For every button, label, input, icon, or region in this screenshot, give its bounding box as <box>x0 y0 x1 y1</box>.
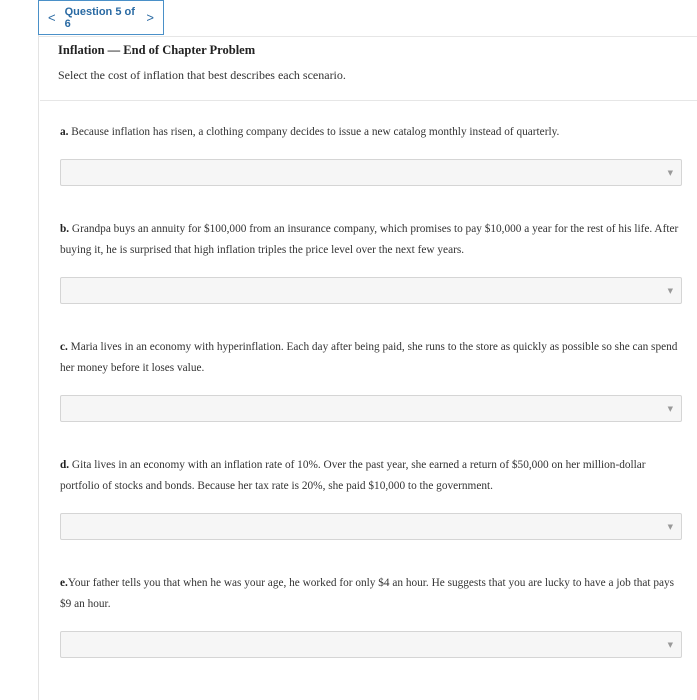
question-e-text <box>60 573 680 615</box>
answer-dropdown-c[interactable] <box>60 395 682 422</box>
chevron-down-icon: ▼ <box>667 641 673 649</box>
question-e-body: Your father tells you that when he was your age, he worked for only $4 an hour. He suggests that you are lucky to have a job that pays $9 an hour. <box>60 577 675 610</box>
question-a-text <box>60 122 680 143</box>
question-b-letter: b. <box>60 223 70 235</box>
question-d-letter: d. <box>60 459 70 471</box>
answer-dropdown-d[interactable] <box>60 513 682 540</box>
chevron-down-icon: ▼ <box>667 287 673 295</box>
question-e-letter: e. <box>60 577 68 589</box>
next-question-icon[interactable]: > <box>146 10 154 25</box>
question-navigator <box>38 0 164 35</box>
question-counter: Question 5 of 6 <box>64 5 135 30</box>
problem-instruction: Select the cost of inflation that best describes each scenario. <box>58 68 346 82</box>
question-c-body: Maria lives in an economy with hyperinflation. Each day after being paid, she runs to the store as quickly as possible so she can spend her money before it loses value. <box>60 341 678 374</box>
top-nav-bar <box>38 0 697 37</box>
problem-title: Inflation — End of Chapter Problem <box>58 43 256 57</box>
question-c-text <box>60 337 680 379</box>
answer-dropdown-a[interactable] <box>60 159 682 186</box>
answer-dropdown-b[interactable] <box>60 277 682 304</box>
answer-dropdown-e[interactable] <box>60 631 682 658</box>
question-a-letter: a. <box>60 126 69 138</box>
section-divider <box>40 100 697 101</box>
question-b-text <box>60 219 680 261</box>
question-d-body: Gita lives in an economy with an inflation rate of 10%. Over the past year, she earned a return of $50,000 on her million-dollar portfolio of stocks and bonds. Because her tax rate is 20%, she paid $10,000 to the government. <box>60 459 646 492</box>
left-border <box>38 0 39 700</box>
chevron-down-icon: ▼ <box>667 523 673 531</box>
question-b-body: Grandpa buys an annuity for $100,000 from an insurance company, which promises to pay $10,000 a year for the rest of his life. After buying it, he is surprised that high inflation triples the price level over the next few years. <box>60 223 679 256</box>
question-d-text <box>60 455 680 497</box>
previous-question-icon[interactable]: < <box>48 10 56 25</box>
question-a-body: Because inflation has risen, a clothing company decides to issue a new catalog monthly instead of quarterly. <box>68 126 560 138</box>
chevron-down-icon: ▼ <box>667 169 673 177</box>
question-c-letter: c. <box>60 341 68 353</box>
chevron-down-icon: ▼ <box>667 405 673 413</box>
